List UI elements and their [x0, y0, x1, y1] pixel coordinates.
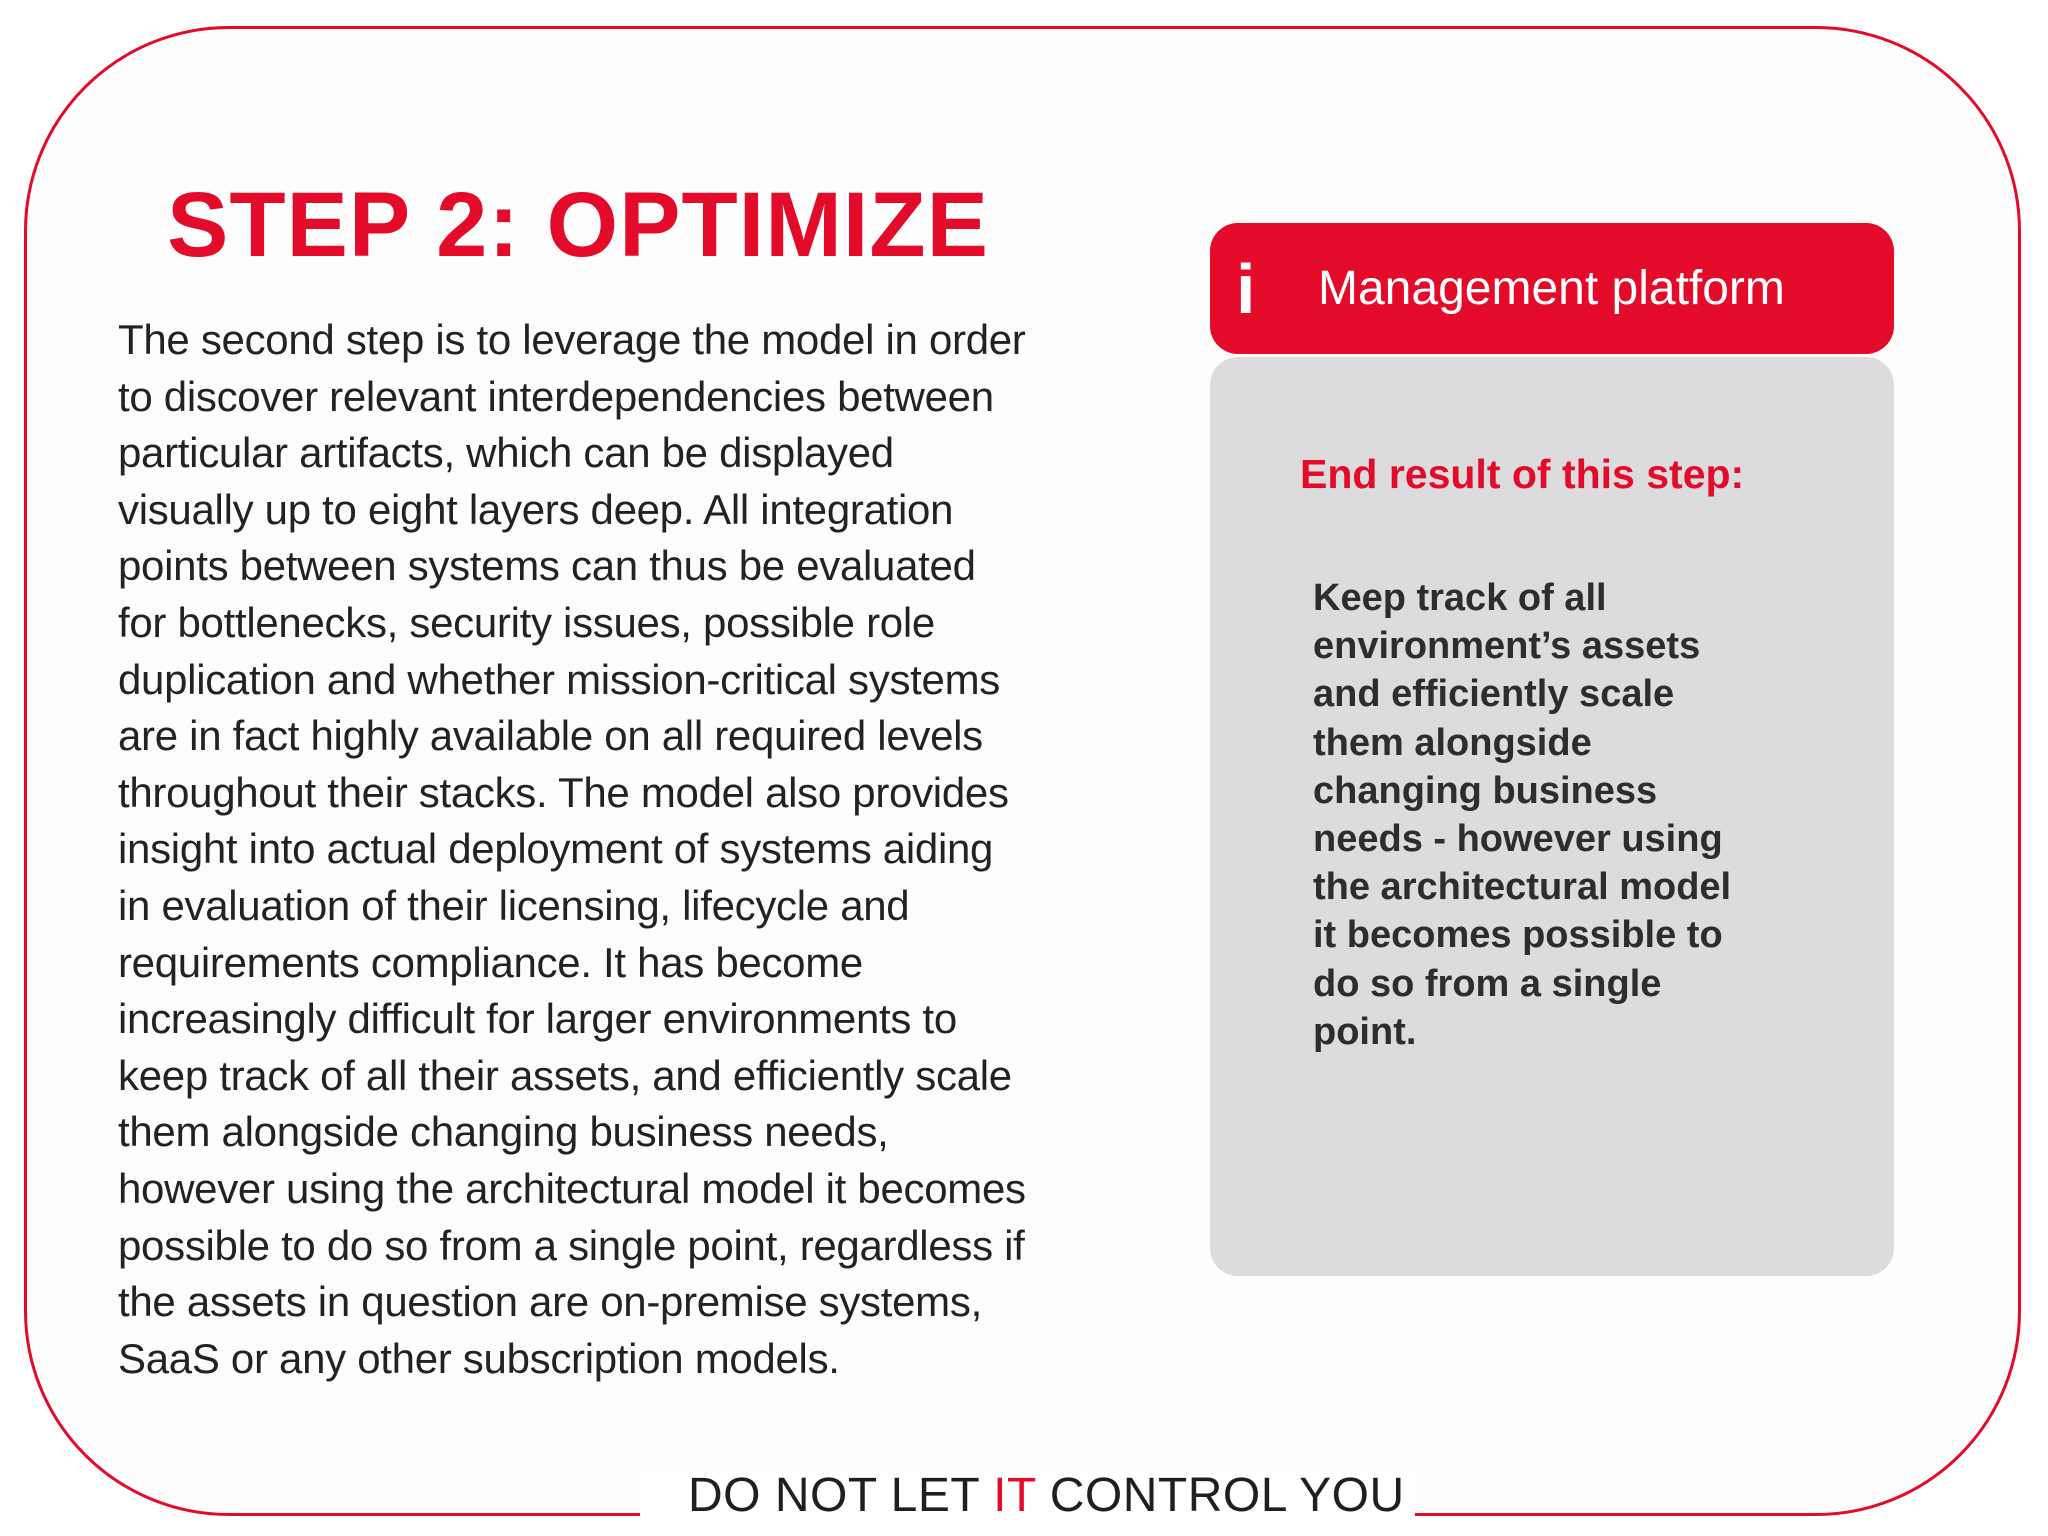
result-line: and efficiently scale [1313, 673, 1675, 716]
body-line: are in fact highly available on all required levels [118, 712, 983, 760]
body-line: increasingly difficult for larger environments to [118, 995, 957, 1043]
body-line: however using the architectural model it becomes [118, 1164, 1026, 1212]
body-line: throughout their stacks. The model also provides [118, 768, 1009, 816]
result-text [1313, 574, 1873, 1056]
info-icon: i [1236, 249, 1256, 328]
footer-prefix: DO NOT LET [688, 1469, 994, 1522]
result-line: changing business [1313, 769, 1658, 812]
body-line: the assets in question are on-premise systems, [118, 1278, 982, 1326]
body-line: possible to do so from a single point, regardless if [118, 1221, 1025, 1269]
footer-tagline [688, 1466, 1405, 1526]
body-line: for bottlenecks, security issues, possible role [118, 598, 935, 646]
body-line: SaaS or any other subscription models. [118, 1334, 840, 1382]
footer-highlight: IT [993, 1469, 1036, 1522]
body-line: The second step is to leverage the model in order [118, 316, 1026, 363]
result-line: the architectural model [1313, 866, 1732, 909]
footer-suffix: CONTROL YOU [1035, 1469, 1405, 1522]
result-line: them alongside [1313, 721, 1592, 764]
result-line: needs - however using [1313, 818, 1723, 861]
body-paragraph [118, 312, 1158, 1387]
body-line: requirements compliance. It has become [118, 938, 863, 986]
result-line: Keep track of all [1313, 577, 1607, 619]
body-line: keep track of all their assets, and efficiently scale [118, 1051, 1012, 1099]
result-line: point. [1313, 1010, 1417, 1053]
result-line: do so from a single [1313, 962, 1662, 1005]
result-line: environment’s assets [1313, 625, 1701, 668]
result-line: it becomes possible to [1313, 914, 1723, 957]
body-line: visually up to eight layers deep. All integration [118, 485, 954, 533]
body-line: in evaluation of their licensing, lifecycle and [118, 881, 910, 929]
body-line: insight into actual deployment of systems aiding [118, 825, 994, 873]
page-title: STEP 2: OPTIMIZE [167, 174, 989, 276]
body-line: points between systems can thus be evaluated [118, 542, 976, 590]
body-line: to discover relevant interdependencies between [118, 372, 994, 420]
body-line: them alongside changing business needs, [118, 1108, 889, 1156]
result-heading: End result of this step: [1300, 451, 1745, 497]
body-line: duplication and whether mission-critical systems [118, 655, 1000, 703]
info-box-title: Management platform [1318, 262, 1785, 315]
body-line: particular artifacts, which can be displayed [118, 429, 894, 477]
info-box-header [1210, 223, 1894, 354]
